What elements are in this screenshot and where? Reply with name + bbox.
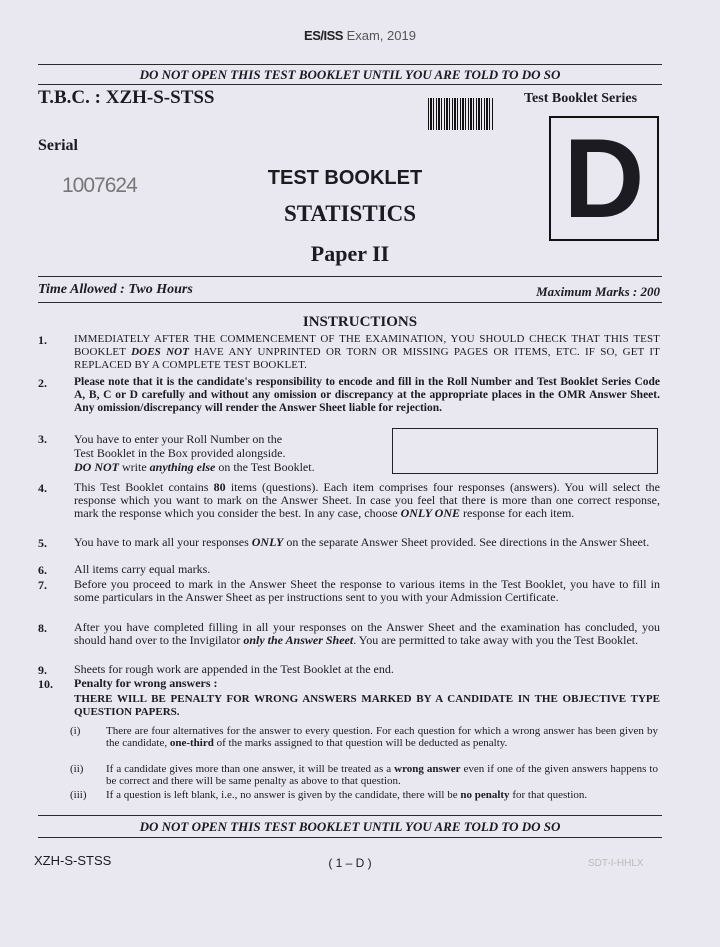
series-label: Test Booklet Series (524, 91, 638, 106)
instructions-heading: INSTRUCTIONS (302, 314, 418, 330)
exam-year: Exam, 2019 (346, 28, 416, 43)
time-allowed: Time Allowed : Two Hours (38, 282, 193, 297)
paper-title: Paper II (310, 241, 390, 266)
item-number: 8. (38, 621, 47, 635)
sub-number: (iii) (70, 789, 87, 801)
divider (38, 837, 662, 838)
booklet-title: TEST BOOKLET (267, 167, 423, 189)
divider (38, 64, 662, 65)
series-letter-box: D (549, 116, 659, 241)
item-number: 2. (38, 376, 47, 390)
divider (38, 302, 662, 303)
subject-title: STATISTICS (283, 201, 417, 226)
item-number: 6. (38, 563, 47, 577)
footer-stamp: SDT-I-HHLX (588, 858, 644, 869)
sub-instruction-iii: If a question is left blank, i.e., no answer is given by the candidate, there will be no penalty for that question. (106, 789, 588, 801)
instruction-1: IMMEDIATELY AFTER THE COMMENCEMENT OF THE EXAMINATION, YOU SHOULD CHECK THAT THIS TEST BOOKLET DOES NOT HAVE ANY UNPRINTED OR TORN OR MISSING PAGES OR ITEMS, ETC. IF SO, GET IT REPLACED BY A COMPLETE TEST BOOKLET. (74, 333, 661, 371)
item-number: 1. (38, 333, 47, 347)
sub-number: (ii) (70, 763, 84, 775)
max-marks: Maximum Marks : 200 (536, 284, 660, 299)
sub-instruction-ii: If a candidate gives more than one answer, it will be treated as a wrong answer even if one of the given answers happens to be correct and there will be same penalty as above to that question. (106, 763, 658, 787)
instruction-8: After you have completed filling in all your responses on the Answer Sheet and the examination has concluded, you should hand over to the Invigilator only the Answer Sheet. You are permitted to take away with you the Test Booklet. (74, 620, 660, 647)
instruction-2: Please note that it is the candidate's responsibility to encode and fill in the Roll Number and Test Booklet Series Code A, B, C or D carefully and without any omission or discrepancy at the appropriate places in the OMR Answer Sheet. Any omission/discrepancy will render the Answer Sheet liable for rejection. (74, 376, 660, 414)
barcode (428, 98, 494, 130)
item-number: 9. (38, 663, 47, 677)
item-number: 7. (38, 578, 47, 592)
top-warning: DO NOT OPEN THIS TEST BOOKLET UNTIL YOU ARE TOLD TO DO SO (139, 67, 561, 82)
penalty-notice: THERE WILL BE PENALTY FOR WRONG ANSWERS MARKED BY A CANDIDATE IN THE OBJECTIVE TYPE QUESTION PAPERS. (74, 693, 660, 718)
sub-number: (i) (70, 725, 81, 737)
item-number: 4. (38, 481, 47, 495)
item-number: 3. (38, 432, 47, 446)
instruction-4: This Test Booklet contains 80 items (questions). Each item comprises four responses (answers). You will select the response which you want to mark on the Answer Sheet. In case you feel that there is more than one correct response, mark the response which you consider the best. In any case, choose ONLY ONE response for each item. (74, 480, 660, 520)
item-number: 10. (38, 677, 53, 691)
exam-header (0, 28, 720, 43)
divider (38, 815, 662, 816)
page-number: ( 1 – D ) (328, 856, 372, 870)
sub-instruction-i: There are four alternatives for the answer to every question. For each question for which a wrong answer has been given by the candidate, one-third of the marks assigned to that question will be deducted as penalty. (106, 725, 658, 749)
instruction-6: All items carry equal marks. (74, 562, 211, 576)
instruction-5: You have to mark all your responses ONLY on the separate Answer Sheet provided. See directions in the Answer Sheet. (74, 535, 650, 549)
instruction-7: Before you proceed to mark in the Answer Sheet the response to various items in the Test Booklet, you have to fill in some particulars in the Answer Sheet as per instructions sent to you with your Admission Certificate. (74, 577, 660, 604)
tbc-code: T.B.C. : XZH-S-STSS (38, 87, 215, 108)
roll-number-box[interactable] (392, 428, 658, 474)
instruction-10: Penalty for wrong answers : (74, 676, 218, 690)
footer-code: XZH-S-STSS (34, 853, 112, 868)
item-number: 5. (38, 536, 47, 550)
divider (38, 84, 662, 85)
instruction-9: Sheets for rough work are appended in the Test Booklet at the end. (74, 662, 394, 676)
divider (38, 276, 662, 277)
bottom-warning: DO NOT OPEN THIS TEST BOOKLET UNTIL YOU ARE TOLD TO DO SO (139, 819, 561, 834)
serial-number: 1007624 (62, 174, 137, 197)
serial-label: Serial (38, 137, 78, 154)
exam-logo: ES/ISS (304, 28, 343, 43)
instruction-3: You have to enter your Roll Number on the Test Booklet in the Box provided alongside. DO NOT write anything else on the Test Booklet. (74, 432, 315, 474)
